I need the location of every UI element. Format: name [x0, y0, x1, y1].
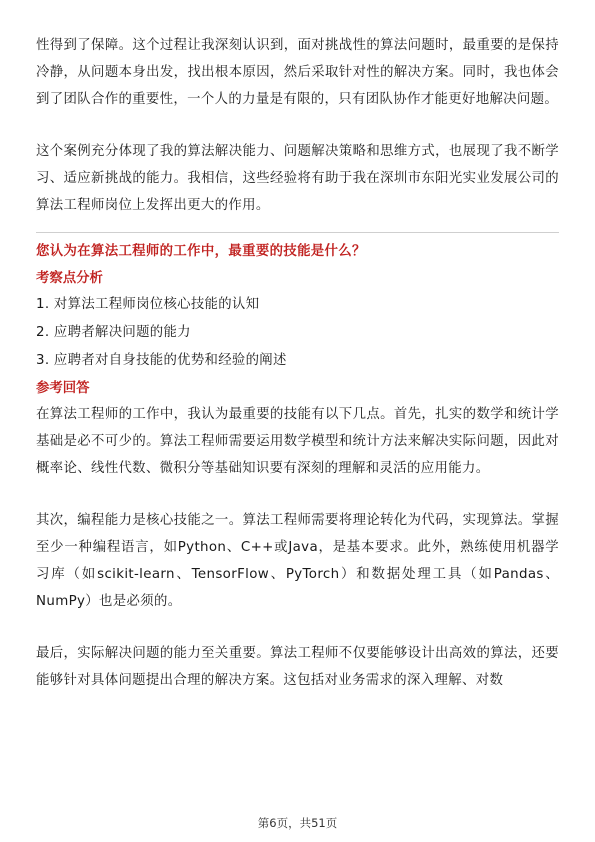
- analysis-heading: 考察点分析: [36, 271, 103, 286]
- analysis-item: 3. 应聘者对自身技能的优势和经验的阐述: [36, 353, 287, 368]
- analysis-item: 1. 对算法工程师岗位核心技能的认知: [36, 297, 260, 312]
- paragraph-gap: [36, 482, 559, 507]
- answer-paragraph: 其次，编程能力是核心技能之一。算法工程师需要将理论转化为代码，实现算法。掌握至少一种编程语言，如Python、C++或Java，是基本要求。此外，熟练使用机器学习库（如scikit-learn、TensorFlow、PyTorch）和数据处理工具（如Pandas、NumPy）也是必须的。: [36, 513, 559, 609]
- page-content: [36, 32, 559, 694]
- answer-paragraph: 最后，实际解决问题的能力至关重要。算法工程师不仅要能够设计出高效的算法，还要能够针对具体问题提出合理的解决方案。这包括对业务需求的深入理解、对数: [36, 646, 559, 688]
- paragraph-gap: [36, 113, 559, 138]
- paragraph: 这个案例充分体现了我的算法解决能力、问题解决策略和思维方式，也展现了我不断学习、适应新挑战的能力。我相信，这些经验将有助于我在深圳市东阳光实业发展公司的算法工程师岗位上发挥出更大的作用。: [36, 144, 559, 213]
- answer-paragraph: 在算法工程师的工作中，我认为最重要的技能有以下几点。首先，扎实的数学和统计学基础是必不可少的。算法工程师需要运用数学模型和统计方法来解决实际问题，因此对概率论、线性代数、微积分等基础知识要有深刻的理解和灵活的应用能力。: [36, 407, 559, 476]
- answer-heading: 参考回答: [36, 381, 90, 396]
- section-divider: [36, 232, 559, 233]
- page-number-footer: 第6页，共51页: [257, 816, 338, 830]
- paragraph-gap: [36, 615, 559, 640]
- analysis-item: 2. 应聘者解决问题的能力: [36, 325, 191, 340]
- paragraph: 性得到了保障。这个过程让我深刻认识到，面对挑战性的算法问题时，最重要的是保持冷静，从问题本身出发，找出根本原因，然后采取针对性的解决方案。同时，我也体会到了团队合作的重要性，一个人的力量是有限的，只有团队协作才能更好地解决问题。: [36, 38, 559, 107]
- interview-question: 您认为在算法工程师的工作中，最重要的技能是什么？: [36, 244, 366, 259]
